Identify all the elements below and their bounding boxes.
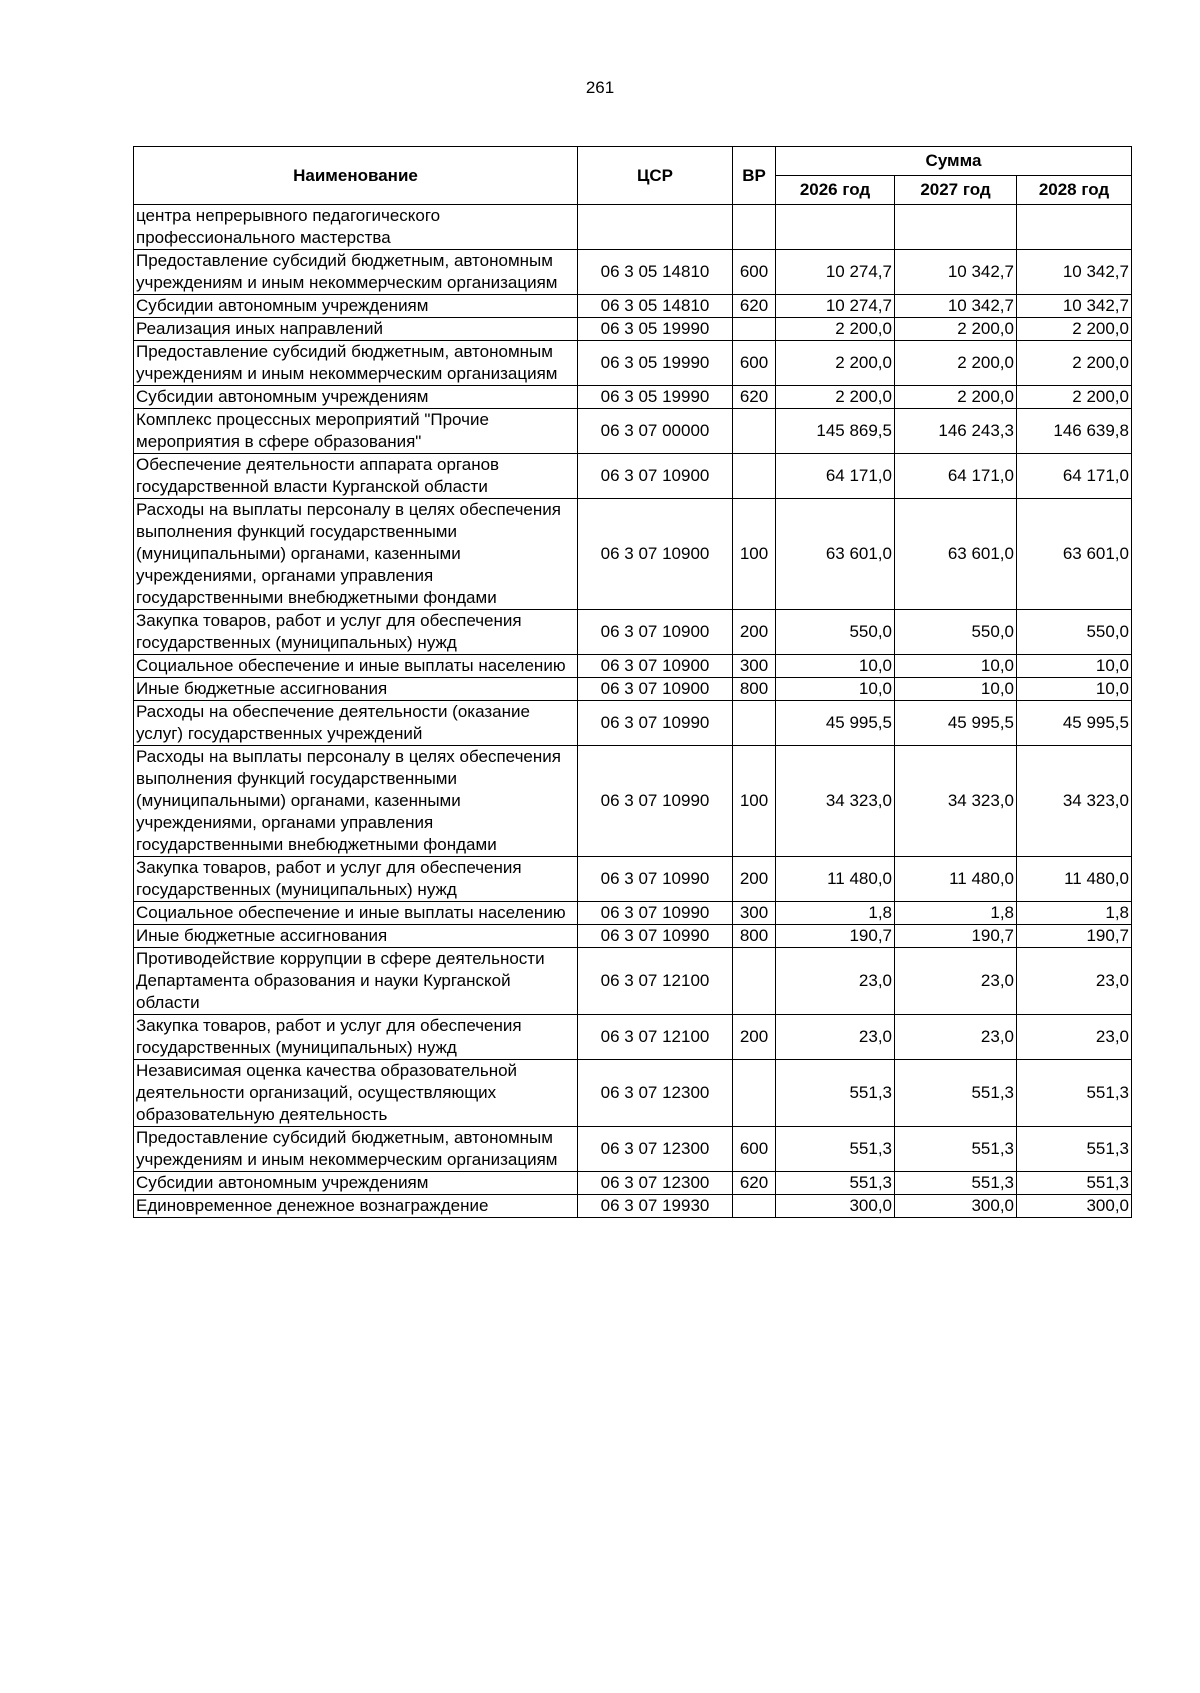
table-row <box>134 1015 1132 1060</box>
header-year-2026: 2026 год <box>776 176 895 205</box>
cell-2027: 45 995,5 <box>895 701 1017 746</box>
cell-2028: 551,3 <box>1017 1060 1132 1127</box>
table-row <box>134 409 1132 454</box>
budget-table <box>133 146 1132 1218</box>
cell-2028: 2 200,0 <box>1017 386 1132 409</box>
table-row <box>134 341 1132 386</box>
cell-2027: 551,3 <box>895 1172 1017 1195</box>
cell-name: Независимая оценка качества образовательной деятельности организаций, осуществляющих образовательную деятельность <box>134 1060 578 1127</box>
cell-2027: 23,0 <box>895 948 1017 1015</box>
table-body <box>134 205 1132 1218</box>
cell-csr: 06 3 07 12300 <box>578 1172 733 1195</box>
cell-2028: 190,7 <box>1017 925 1132 948</box>
cell-2028: 146 639,8 <box>1017 409 1132 454</box>
table-row <box>134 1172 1132 1195</box>
cell-2026: 190,7 <box>776 925 895 948</box>
cell-2028: 2 200,0 <box>1017 318 1132 341</box>
cell-csr: 06 3 07 12100 <box>578 948 733 1015</box>
cell-2026: 10,0 <box>776 678 895 701</box>
cell-name: Расходы на выплаты персоналу в целях обеспечения выполнения функций государственными (муниципальными) органами, казенными учреждениями, органами управления государственными внебюджетными фондами <box>134 499 578 610</box>
table-row <box>134 295 1132 318</box>
cell-2027: 11 480,0 <box>895 857 1017 902</box>
cell-2028: 1,8 <box>1017 902 1132 925</box>
cell-2028: 300,0 <box>1017 1195 1132 1218</box>
cell-name: Единовременное денежное вознаграждение <box>134 1195 578 1218</box>
cell-2028: 11 480,0 <box>1017 857 1132 902</box>
cell-2028: 34 323,0 <box>1017 746 1132 857</box>
cell-2028: 10 342,7 <box>1017 250 1132 295</box>
cell-name: Расходы на выплаты персоналу в целях обеспечения выполнения функций государственными (муниципальными) органами, казенными учреждениями, органами управления государственными внебюджетными фондами <box>134 746 578 857</box>
cell-csr: 06 3 07 10900 <box>578 499 733 610</box>
cell-2026: 10 274,7 <box>776 295 895 318</box>
cell-2027: 551,3 <box>895 1060 1017 1127</box>
cell-name: Субсидии автономным учреждениям <box>134 1172 578 1195</box>
cell-vr: 100 <box>733 499 776 610</box>
cell-csr: 06 3 07 10990 <box>578 925 733 948</box>
cell-2028 <box>1017 205 1132 250</box>
cell-2028: 550,0 <box>1017 610 1132 655</box>
header-sum: Сумма <box>776 147 1132 176</box>
cell-2027: 2 200,0 <box>895 341 1017 386</box>
cell-vr <box>733 318 776 341</box>
table-row <box>134 610 1132 655</box>
header-year-2027: 2027 год <box>895 176 1017 205</box>
table-row <box>134 1195 1132 1218</box>
cell-csr: 06 3 07 12300 <box>578 1060 733 1127</box>
cell-name: Иные бюджетные ассигнования <box>134 925 578 948</box>
cell-2027: 2 200,0 <box>895 386 1017 409</box>
cell-name: Предоставление субсидий бюджетным, автономным учреждениям и иным некоммерческим организациям <box>134 341 578 386</box>
cell-vr: 800 <box>733 678 776 701</box>
cell-2026: 34 323,0 <box>776 746 895 857</box>
cell-vr: 620 <box>733 295 776 318</box>
cell-csr: 06 3 07 10990 <box>578 857 733 902</box>
table-row <box>134 1127 1132 1172</box>
cell-name: Субсидии автономным учреждениям <box>134 295 578 318</box>
cell-2028: 64 171,0 <box>1017 454 1132 499</box>
table-row <box>134 902 1132 925</box>
cell-2028: 10,0 <box>1017 678 1132 701</box>
cell-csr: 06 3 07 10900 <box>578 678 733 701</box>
page-number: 261 <box>585 78 615 97</box>
cell-2026: 550,0 <box>776 610 895 655</box>
cell-2026: 10 274,7 <box>776 250 895 295</box>
cell-name: Закупка товаров, работ и услуг для обеспечения государственных (муниципальных) нужд <box>134 610 578 655</box>
cell-vr <box>733 1060 776 1127</box>
table-row <box>134 746 1132 857</box>
table-row <box>134 386 1132 409</box>
cell-csr: 06 3 07 10990 <box>578 902 733 925</box>
cell-vr: 200 <box>733 1015 776 1060</box>
cell-2026: 64 171,0 <box>776 454 895 499</box>
cell-name: Противодействие коррупции в сфере деятельности Департамента образования и науки Курганской области <box>134 948 578 1015</box>
table-row <box>134 318 1132 341</box>
cell-vr: 200 <box>733 610 776 655</box>
cell-2026: 10,0 <box>776 655 895 678</box>
cell-csr: 06 3 07 10900 <box>578 655 733 678</box>
table-row <box>134 678 1132 701</box>
cell-vr <box>733 454 776 499</box>
cell-2028: 551,3 <box>1017 1172 1132 1195</box>
cell-vr: 620 <box>733 386 776 409</box>
cell-csr: 06 3 07 00000 <box>578 409 733 454</box>
cell-2028: 551,3 <box>1017 1127 1132 1172</box>
cell-2026: 551,3 <box>776 1172 895 1195</box>
cell-2026: 23,0 <box>776 1015 895 1060</box>
cell-name: Закупка товаров, работ и услуг для обеспечения государственных (муниципальных) нужд <box>134 857 578 902</box>
cell-2027: 63 601,0 <box>895 499 1017 610</box>
table-row <box>134 250 1132 295</box>
cell-csr: 06 3 05 19990 <box>578 341 733 386</box>
cell-vr: 300 <box>733 902 776 925</box>
cell-2026: 1,8 <box>776 902 895 925</box>
cell-name: Реализация иных направлений <box>134 318 578 341</box>
cell-2027: 2 200,0 <box>895 318 1017 341</box>
table-row <box>134 701 1132 746</box>
header-vr: ВР <box>733 147 776 205</box>
cell-2027: 10 342,7 <box>895 295 1017 318</box>
cell-csr: 06 3 07 10990 <box>578 701 733 746</box>
header-year-2028: 2028 год <box>1017 176 1132 205</box>
table-row <box>134 925 1132 948</box>
table-row <box>134 655 1132 678</box>
table-row <box>134 454 1132 499</box>
cell-name: Субсидии автономным учреждениям <box>134 386 578 409</box>
cell-2026: 11 480,0 <box>776 857 895 902</box>
cell-name: Расходы на обеспечение деятельности (оказание услуг) государственных учреждений <box>134 701 578 746</box>
cell-2028: 45 995,5 <box>1017 701 1132 746</box>
cell-2026: 145 869,5 <box>776 409 895 454</box>
cell-2028: 63 601,0 <box>1017 499 1132 610</box>
cell-csr: 06 3 07 10900 <box>578 610 733 655</box>
cell-2026: 551,3 <box>776 1127 895 1172</box>
table-row <box>134 205 1132 250</box>
table-row <box>134 948 1132 1015</box>
cell-vr <box>733 1195 776 1218</box>
cell-2026: 45 995,5 <box>776 701 895 746</box>
table-row <box>134 499 1132 610</box>
cell-2027: 551,3 <box>895 1127 1017 1172</box>
cell-csr: 06 3 07 12300 <box>578 1127 733 1172</box>
table-row <box>134 857 1132 902</box>
cell-2027: 300,0 <box>895 1195 1017 1218</box>
cell-name: Предоставление субсидий бюджетным, автономным учреждениям и иным некоммерческим организациям <box>134 1127 578 1172</box>
cell-2026: 300,0 <box>776 1195 895 1218</box>
cell-name: Обеспечение деятельности аппарата органов государственной власти Курганской области <box>134 454 578 499</box>
cell-vr: 100 <box>733 746 776 857</box>
cell-2026 <box>776 205 895 250</box>
cell-name: Социальное обеспечение и иные выплаты населению <box>134 655 578 678</box>
cell-2027: 190,7 <box>895 925 1017 948</box>
cell-vr <box>733 948 776 1015</box>
cell-csr <box>578 205 733 250</box>
cell-vr: 300 <box>733 655 776 678</box>
cell-2027: 550,0 <box>895 610 1017 655</box>
cell-name: Предоставление субсидий бюджетным, автономным учреждениям и иным некоммерческим организациям <box>134 250 578 295</box>
cell-name: Закупка товаров, работ и услуг для обеспечения государственных (муниципальных) нужд <box>134 1015 578 1060</box>
cell-2027: 34 323,0 <box>895 746 1017 857</box>
cell-csr: 06 3 05 14810 <box>578 295 733 318</box>
cell-csr: 06 3 05 14810 <box>578 250 733 295</box>
cell-2027: 10 342,7 <box>895 250 1017 295</box>
table-row <box>134 1060 1132 1127</box>
cell-2026: 2 200,0 <box>776 386 895 409</box>
cell-2028: 23,0 <box>1017 948 1132 1015</box>
cell-2026: 23,0 <box>776 948 895 1015</box>
cell-2028: 23,0 <box>1017 1015 1132 1060</box>
cell-2028: 2 200,0 <box>1017 341 1132 386</box>
cell-2027: 10,0 <box>895 678 1017 701</box>
cell-vr: 620 <box>733 1172 776 1195</box>
cell-vr: 800 <box>733 925 776 948</box>
cell-2026: 2 200,0 <box>776 341 895 386</box>
cell-name: Комплекс процессных мероприятий "Прочие мероприятия в сфере образования" <box>134 409 578 454</box>
cell-csr: 06 3 07 12100 <box>578 1015 733 1060</box>
cell-vr: 600 <box>733 341 776 386</box>
cell-csr: 06 3 05 19990 <box>578 386 733 409</box>
cell-csr: 06 3 07 10900 <box>578 454 733 499</box>
header-name: Наименование <box>134 147 578 205</box>
table-header <box>134 147 1132 205</box>
cell-vr <box>733 205 776 250</box>
cell-csr: 06 3 07 19930 <box>578 1195 733 1218</box>
cell-vr <box>733 409 776 454</box>
cell-vr: 600 <box>733 250 776 295</box>
cell-csr: 06 3 05 19990 <box>578 318 733 341</box>
cell-vr: 200 <box>733 857 776 902</box>
cell-vr: 600 <box>733 1127 776 1172</box>
cell-2026: 551,3 <box>776 1060 895 1127</box>
header-csr: ЦСР <box>578 147 733 205</box>
cell-csr: 06 3 07 10990 <box>578 746 733 857</box>
cell-2026: 2 200,0 <box>776 318 895 341</box>
cell-2026: 63 601,0 <box>776 499 895 610</box>
cell-2028: 10,0 <box>1017 655 1132 678</box>
cell-2027: 64 171,0 <box>895 454 1017 499</box>
cell-name: Иные бюджетные ассигнования <box>134 678 578 701</box>
cell-name: Социальное обеспечение и иные выплаты населению <box>134 902 578 925</box>
cell-2027 <box>895 205 1017 250</box>
cell-2027: 146 243,3 <box>895 409 1017 454</box>
cell-name: центра непрерывного педагогического профессионального мастерства <box>134 205 578 250</box>
cell-2027: 23,0 <box>895 1015 1017 1060</box>
cell-vr <box>733 701 776 746</box>
cell-2027: 10,0 <box>895 655 1017 678</box>
cell-2028: 10 342,7 <box>1017 295 1132 318</box>
cell-2027: 1,8 <box>895 902 1017 925</box>
